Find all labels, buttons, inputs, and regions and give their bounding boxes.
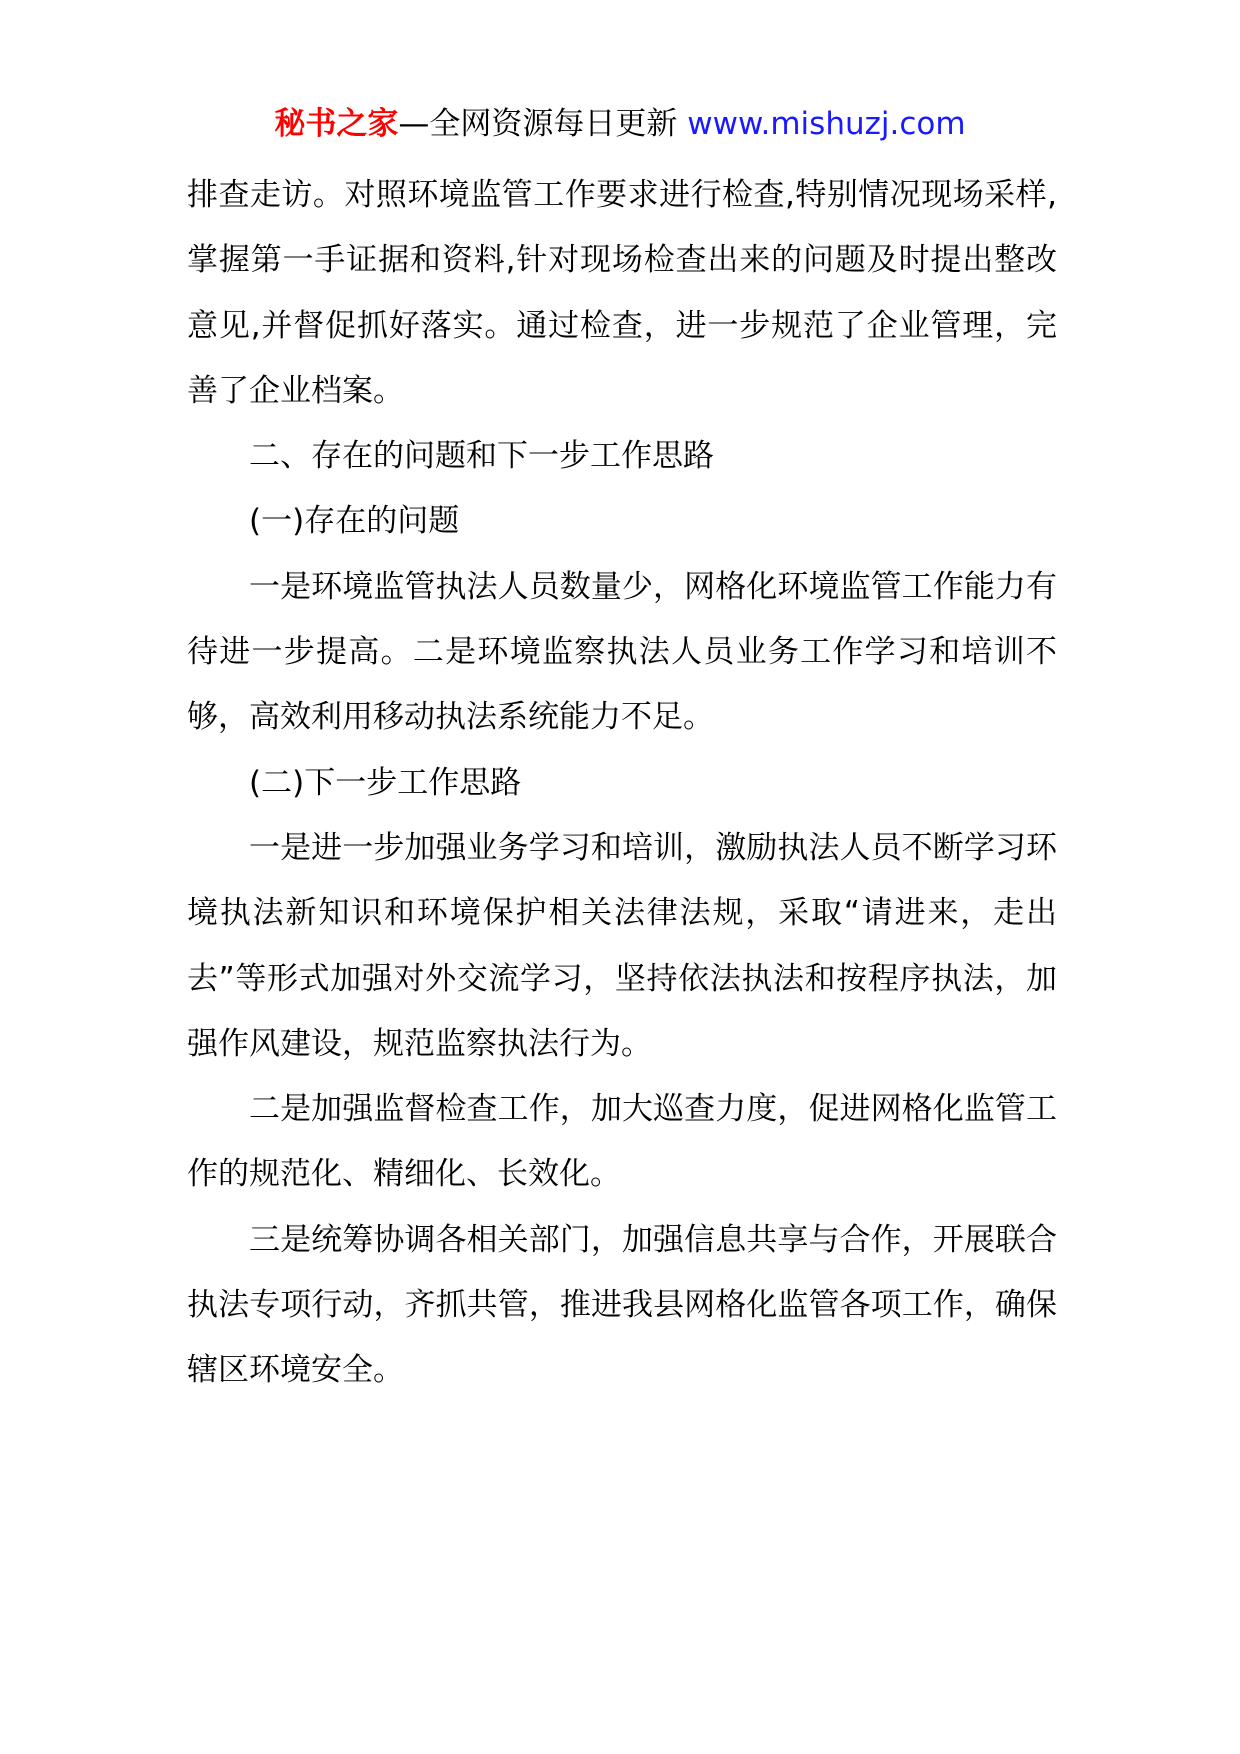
brand-name: 秘书之家 [274, 106, 399, 142]
paragraph: 三是统筹协调各相关部门，加强信息共享与合作，开展联合执法专项行动，齐抓共管，推进我县网格化监管各项工作，确保辖区环境安全。 [187, 1221, 1057, 1389]
paragraph: 二是加强监督检查工作，加大巡查力度，促进网格化监管工作的规范化、精细化、长效化。 [187, 1091, 1057, 1193]
paragraph: 一是进一步加强业务学习和培训，激励执法人员不断学习环境执法新知识和环境保护相关法律法规，采取“请进来，走出去”等形式加强对外交流学习，坚持依法执法和按程序执法，加强作风建设，规范监察执法行为。 [187, 829, 1057, 1062]
subsection-heading: (一)存在的问题 [249, 503, 460, 540]
site-header [0, 100, 1240, 148]
subsection-heading: (二)下一步工作思路 [249, 764, 522, 801]
website-link[interactable]: www.mishuzj.com [687, 106, 966, 142]
section-heading: 二、存在的问题和下一步工作思路 [249, 438, 714, 475]
header-tagline: —全网资源每日更新 [398, 106, 678, 142]
paragraph-continuation: 排查走访。对照环境监管工作要求进行检查,特别情况现场采样,掌握第一手证据和资料,针对现场检查出来的问题及时提出整改意见,并督促抓好落实。通过检查，进一步规范了企业管理，完善了企业档案。 [187, 177, 1057, 409]
document-body [187, 163, 1057, 1404]
paragraph: 一是环境监管执法人员数量少，网格化环境监管工作能力有待进一步提高。二是环境监察执法人员业务工作学习和培训不够，高效利用移动执法系统能力不足。 [187, 568, 1057, 736]
